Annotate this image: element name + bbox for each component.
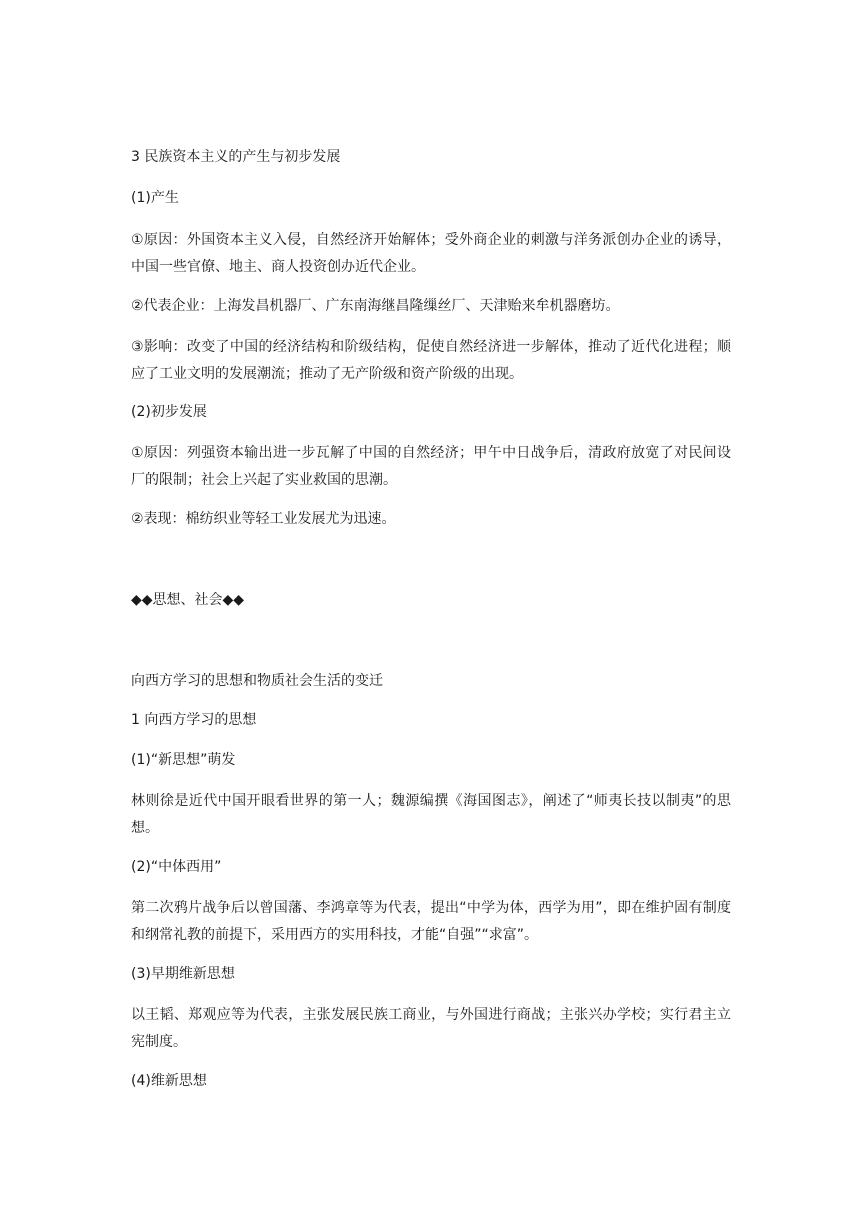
subsection-heading: (3)早期维新思想	[131, 966, 235, 982]
subsection-heading: (2)“中体西用”	[131, 859, 222, 875]
subsection-heading: (4)维新思想	[131, 1073, 207, 1089]
section-divider-heading: ◆◆思想、社会◆◆	[131, 592, 245, 608]
paragraph: 第二次鸦片战争后以曾国藩、李鸿章等为代表，提出“中学为体，西学为用”，即在维护固有制度和纲常礼教的前提下，采用西方的实用科技，才能“自强”“求富”。	[131, 900, 731, 943]
paragraph: ②代表企业：上海发昌机器厂、广东南海继昌隆缫丝厂、天津贻来牟机器磨坊。	[131, 298, 620, 314]
paragraph: 以王韬、郑观应等为代表，主张发展民族工商业，与外国进行商战；主张兴办学校；实行君主立宪制度。	[131, 1007, 731, 1050]
paragraph: 林则徐是近代中国开眼看世界的第一人；魏源编撰《海国图志》，阐述了“师夷长技以制夷”的思想。	[131, 793, 731, 836]
paragraph: ②表现：棉纺织业等轻工业发展尤为迅速。	[131, 511, 396, 527]
section-heading: 向西方学习的思想和物质社会生活的变迁	[131, 673, 383, 689]
paragraph: ③影响：改变了中国的经济结构和阶级结构，促使自然经济进一步解体，推动了近代化进程；顺应了工业文明的发展潮流；推动了无产阶级和资产阶级的出现。	[131, 339, 731, 382]
paragraph: ①原因：外国资本主义入侵，自然经济开始解体；受外商企业的刺激与洋务派创办企业的诱导，中国一些官僚、地主、商人投资创办近代企业。	[131, 232, 731, 275]
subsection-heading: 1 向西方学习的思想	[131, 712, 257, 728]
paragraph: ①原因：列强资本输出进一步瓦解了中国的自然经济；甲午中日战争后，清政府放宽了对民间设厂的限制；社会上兴起了实业救国的思潮。	[131, 445, 731, 488]
subsection-heading: (1)产生	[131, 190, 179, 206]
section-heading: 3 民族资本主义的产生与初步发展	[131, 149, 341, 165]
subsection-heading: (1)“新思想”萌发	[131, 752, 236, 768]
subsection-heading: (2)初步发展	[131, 404, 207, 420]
